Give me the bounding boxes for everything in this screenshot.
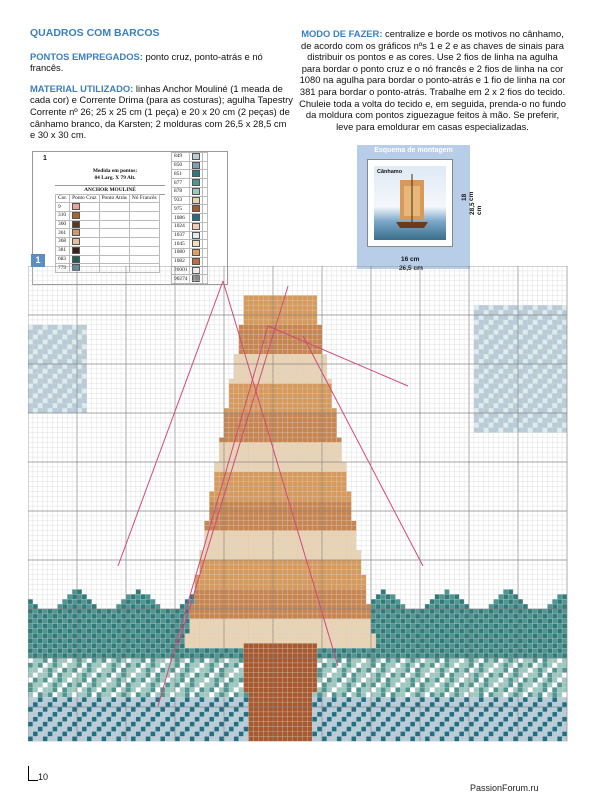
right-column [297, 28, 568, 141]
pontos-text: ponto cruz, ponto-atrás e nó francês. [30, 50, 263, 74]
legend-code: 877 [172, 179, 190, 188]
cross-stitch-chart [28, 266, 571, 746]
legend-code: 851 [172, 170, 190, 179]
legend-code: 683 [56, 255, 70, 264]
width-inner-label: 16 cm [401, 256, 420, 263]
assembly-label: Esquema de montagem [374, 147, 453, 154]
legend-code: 1045 [172, 240, 190, 249]
legend-number: 1 [43, 155, 47, 162]
legend-row [56, 211, 160, 220]
legend-code: 849 [172, 153, 190, 162]
legend-code: 1037 [172, 231, 190, 240]
chart-number-badge: 1 [31, 254, 45, 267]
material-paragraph [30, 83, 294, 141]
legend-row [172, 222, 208, 231]
color-swatch [192, 179, 200, 186]
legend-row [56, 220, 160, 229]
material-text: linhas Anchor Mouliné (1 meada de cada cor) e Corrente Drima (para as costuras); agulha Tapestry Corrente nº 26; 25 x 25 cm (1 peça) e 20 x 20 cm (2 peças) de cânhamo branco, da Karsten; 2 molduras com 26,5 x 28,5 cm e 30 x 30 cm. [30, 82, 293, 141]
ship-thumbnail-icon [374, 166, 446, 240]
canhamo-label: Cânhamo [377, 169, 403, 175]
legend-code: 1082 [172, 257, 190, 266]
material-heading: MATERIAL UTILIZADO: [30, 82, 134, 94]
legend-code: 878 [172, 187, 190, 196]
page-number: 10 [38, 772, 49, 782]
chart-grid [28, 266, 571, 746]
color-swatch [192, 214, 200, 221]
legend-row [172, 231, 208, 240]
legend-row [172, 240, 208, 249]
legend-code: 779 [56, 264, 70, 273]
pontos-heading: PONTOS EMPREGADOS: [30, 50, 143, 62]
legend-brand: ANCHOR MOULINÉ [55, 185, 165, 195]
modo-text: centralize e borde os motivos no cânhamo, de acordo com os gráficos nºs 1 e 2 e as chaves de sinais para distribuir os pontos e as cores. Use 2 fios de linha na agulha para bordar o ponto cruz e o nó francês e 2 fios de linha na cor 1080 na agulha para bordar o ponto-atrás e 1 fio de linha na cor 381 para bordar o ponto-atrás. Trabalhe em 2 x 2 fios do tecido. Chuleie toda a volta do tecido e, em seguida, prenda-o no fundo da moldura com pontos ziguezague feitos à mão. Se preferir, leve para emoldurar em casas especializadas. [299, 28, 566, 132]
legend-code: 20001 [172, 266, 190, 275]
legend-row [56, 238, 160, 247]
legend-row [172, 196, 208, 205]
legend-row [172, 161, 208, 170]
color-swatch [192, 240, 200, 247]
color-swatch [192, 153, 200, 160]
ship-picture [374, 166, 446, 240]
color-swatch [72, 203, 80, 210]
legend-row [56, 246, 160, 255]
legend-row [56, 255, 160, 264]
legend-row [172, 205, 208, 214]
color-swatch [72, 238, 80, 245]
color-swatch [192, 188, 200, 195]
legend-table-right [171, 152, 208, 284]
legend-row [172, 257, 208, 266]
legend-header-atras: Ponto Atrás [99, 195, 129, 203]
legend-table-left [55, 194, 160, 273]
width-outer-label: 26,5 cm [399, 265, 423, 272]
height-outer-label: 28,5 cm [469, 202, 483, 215]
color-swatch [192, 162, 200, 169]
legend-code: 9 [56, 203, 70, 212]
legend-code: 933 [172, 196, 190, 205]
color-swatch [72, 229, 80, 236]
legend-row [172, 249, 208, 258]
color-swatch [192, 170, 200, 177]
color-swatch [192, 232, 200, 239]
legend-code: 360 [56, 220, 70, 229]
legend-code: 381 [56, 246, 70, 255]
legend-code: 310 [56, 211, 70, 220]
pontos-paragraph [30, 51, 294, 74]
legend-code: 1024 [172, 222, 190, 231]
color-swatch [192, 249, 200, 256]
legend-row [172, 153, 208, 162]
color-swatch [72, 256, 80, 263]
color-swatch [72, 212, 80, 219]
color-swatch [72, 221, 80, 228]
left-column [30, 28, 294, 150]
site-watermark: PassionForum.ru [470, 783, 539, 793]
assembly-diagram [357, 145, 483, 272]
modo-paragraph [297, 28, 568, 132]
color-swatch [72, 247, 80, 254]
color-key-legend [32, 151, 228, 285]
legend-code: 361 [56, 229, 70, 238]
legend-size-label: Medida em pontos: 84 Larg. X 79 Alt. [92, 168, 138, 181]
legend-code: 850 [172, 161, 190, 170]
legend-code: 368 [56, 238, 70, 247]
legend-row [56, 229, 160, 238]
height-inner-label: 18 cm [461, 191, 475, 201]
color-swatch [192, 197, 200, 204]
legend-code: 975 [172, 205, 190, 214]
legend-row [56, 203, 160, 212]
color-swatch [192, 223, 200, 230]
legend-header-no: Nó Francês [129, 195, 159, 203]
legend-header-cor: Cor. [56, 195, 70, 203]
legend-row [172, 187, 208, 196]
legend-code: 90274 [172, 275, 190, 284]
page-corner-mark [28, 766, 38, 781]
legend-row [172, 170, 208, 179]
color-swatch [192, 205, 200, 212]
legend-code: 1086 [172, 214, 190, 223]
legend-row [172, 179, 208, 188]
legend-header-cruz: Ponto Cruz [70, 195, 99, 203]
legend-row [172, 214, 208, 223]
modo-heading: MODO DE FAZER: [301, 28, 383, 39]
frame-outline [367, 159, 453, 247]
legend-code: 1080 [172, 249, 190, 258]
color-swatch [192, 258, 200, 265]
page-title: QUADROS COM BARCOS [30, 27, 160, 39]
